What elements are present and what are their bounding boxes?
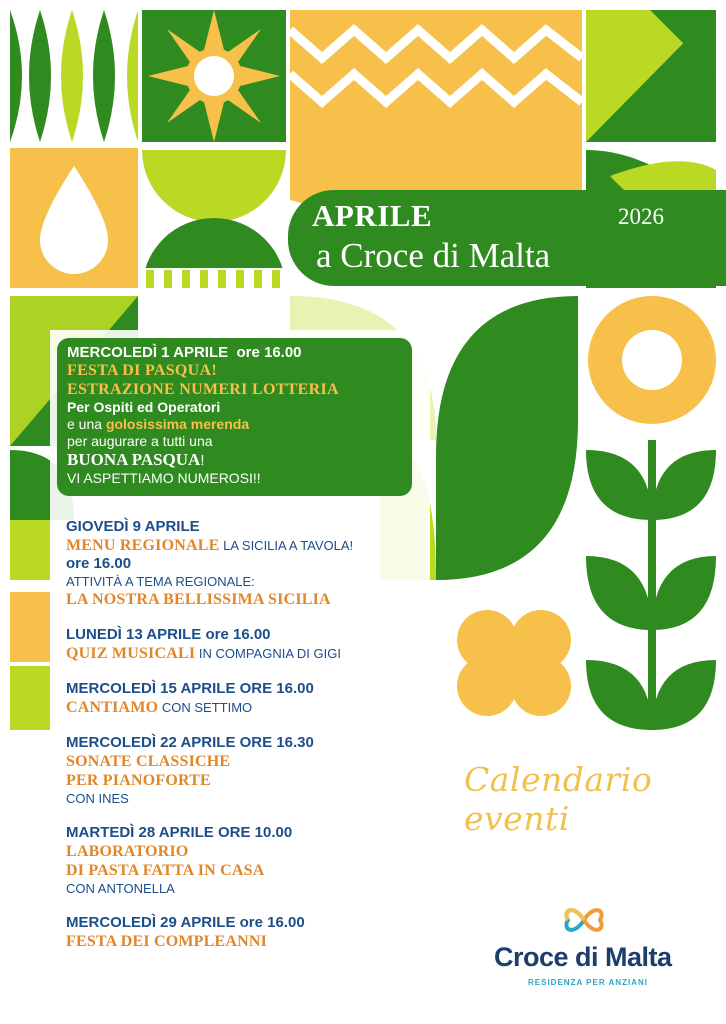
featured-event-audience: Per Ospiti ed Operatori — [67, 399, 221, 415]
event-item — [66, 680, 426, 717]
leaf-icon — [436, 296, 578, 580]
featured-event-date: MERCOLEDÌ 1 APRILE ore 16.00 — [67, 344, 302, 361]
event-title: MENU REGIONALE LA SICILIA A TAVOLA! — [66, 537, 354, 554]
event-note: CON ANTONELLA — [66, 881, 175, 896]
event-title-secondary: PER PIANOFORTE — [66, 772, 211, 789]
featured-event-subtitle: ESTRAZIONE NUMERI LOTTERIA — [67, 381, 339, 398]
leaf-strip-decoration — [10, 10, 138, 142]
event-time: ore 16.00 — [66, 555, 132, 572]
ring-decoration — [588, 296, 716, 424]
water-drop-icon — [10, 148, 138, 288]
calendar-label: Calendario eventi — [464, 760, 653, 838]
event-title: SONATE CLASSICHE — [66, 753, 231, 770]
snack-highlight: golosissima merenda — [105, 416, 250, 432]
event-title: FESTA DEI COMPLEANNI — [66, 933, 268, 950]
event-date: LUNEDÌ 13 APRILE ore 16.00 — [66, 626, 271, 643]
event-note: ATTIVITÀ A TEMA REGIONALE: — [66, 574, 255, 589]
event-item — [66, 914, 426, 951]
event-item — [66, 626, 426, 663]
event-title: QUIZ MUSICALI IN COMPAGNIA DI GIGI — [66, 645, 341, 662]
event-note: CON INES — [66, 791, 129, 806]
featured-event-title: FESTA DI PASQUA! — [67, 362, 218, 379]
logo-name: Croce di Malta — [494, 942, 672, 972]
plant-decoration — [586, 440, 716, 730]
featured-event-box — [57, 338, 412, 496]
event-title: CANTIAMO CON SETTIMO — [66, 699, 253, 716]
month-title: APRILE — [312, 198, 433, 233]
title-banner — [288, 190, 726, 286]
flower-icon — [457, 610, 571, 716]
event-date: MARTEDÌ 28 APRILE ORE 10.00 — [66, 824, 293, 841]
event-item — [66, 518, 426, 609]
featured-event-greeting: BUONA PASQUA! — [67, 450, 205, 469]
event-title: LABORATORIO — [66, 843, 189, 860]
event-date: MERCOLEDÌ 29 APRILE ore 16.00 — [66, 914, 305, 931]
place-title: a Croce di Malta — [316, 236, 551, 275]
event-item — [66, 734, 426, 807]
event-date: MERCOLEDÌ 22 APRILE ORE 16.30 — [66, 734, 314, 751]
logo-tagline: RESIDENZA PER ANZIANI — [528, 978, 648, 987]
clover-logo-icon — [560, 900, 608, 940]
event-title-secondary: DI PASTA FATTA IN CASA — [66, 862, 265, 879]
sun-icon — [142, 10, 286, 142]
zigzag-decoration — [290, 10, 582, 220]
featured-event-snack: e una golosissima merenda — [67, 416, 250, 432]
featured-event-wish: per augurare a tutti una — [67, 433, 213, 449]
event-list — [66, 518, 426, 968]
featured-event-closing: VI ASPETTIAMO NUMEROSI!! — [67, 470, 261, 486]
event-date: GIOVEDÌ 9 APRILE — [66, 518, 200, 535]
event-title-secondary: LA NOSTRA BELLISSIMA SICILIA — [66, 591, 331, 608]
event-date: MERCOLEDÌ 15 APRILE ORE 16.00 — [66, 680, 314, 697]
year-label: 2026 — [618, 204, 664, 229]
event-item — [66, 824, 426, 897]
